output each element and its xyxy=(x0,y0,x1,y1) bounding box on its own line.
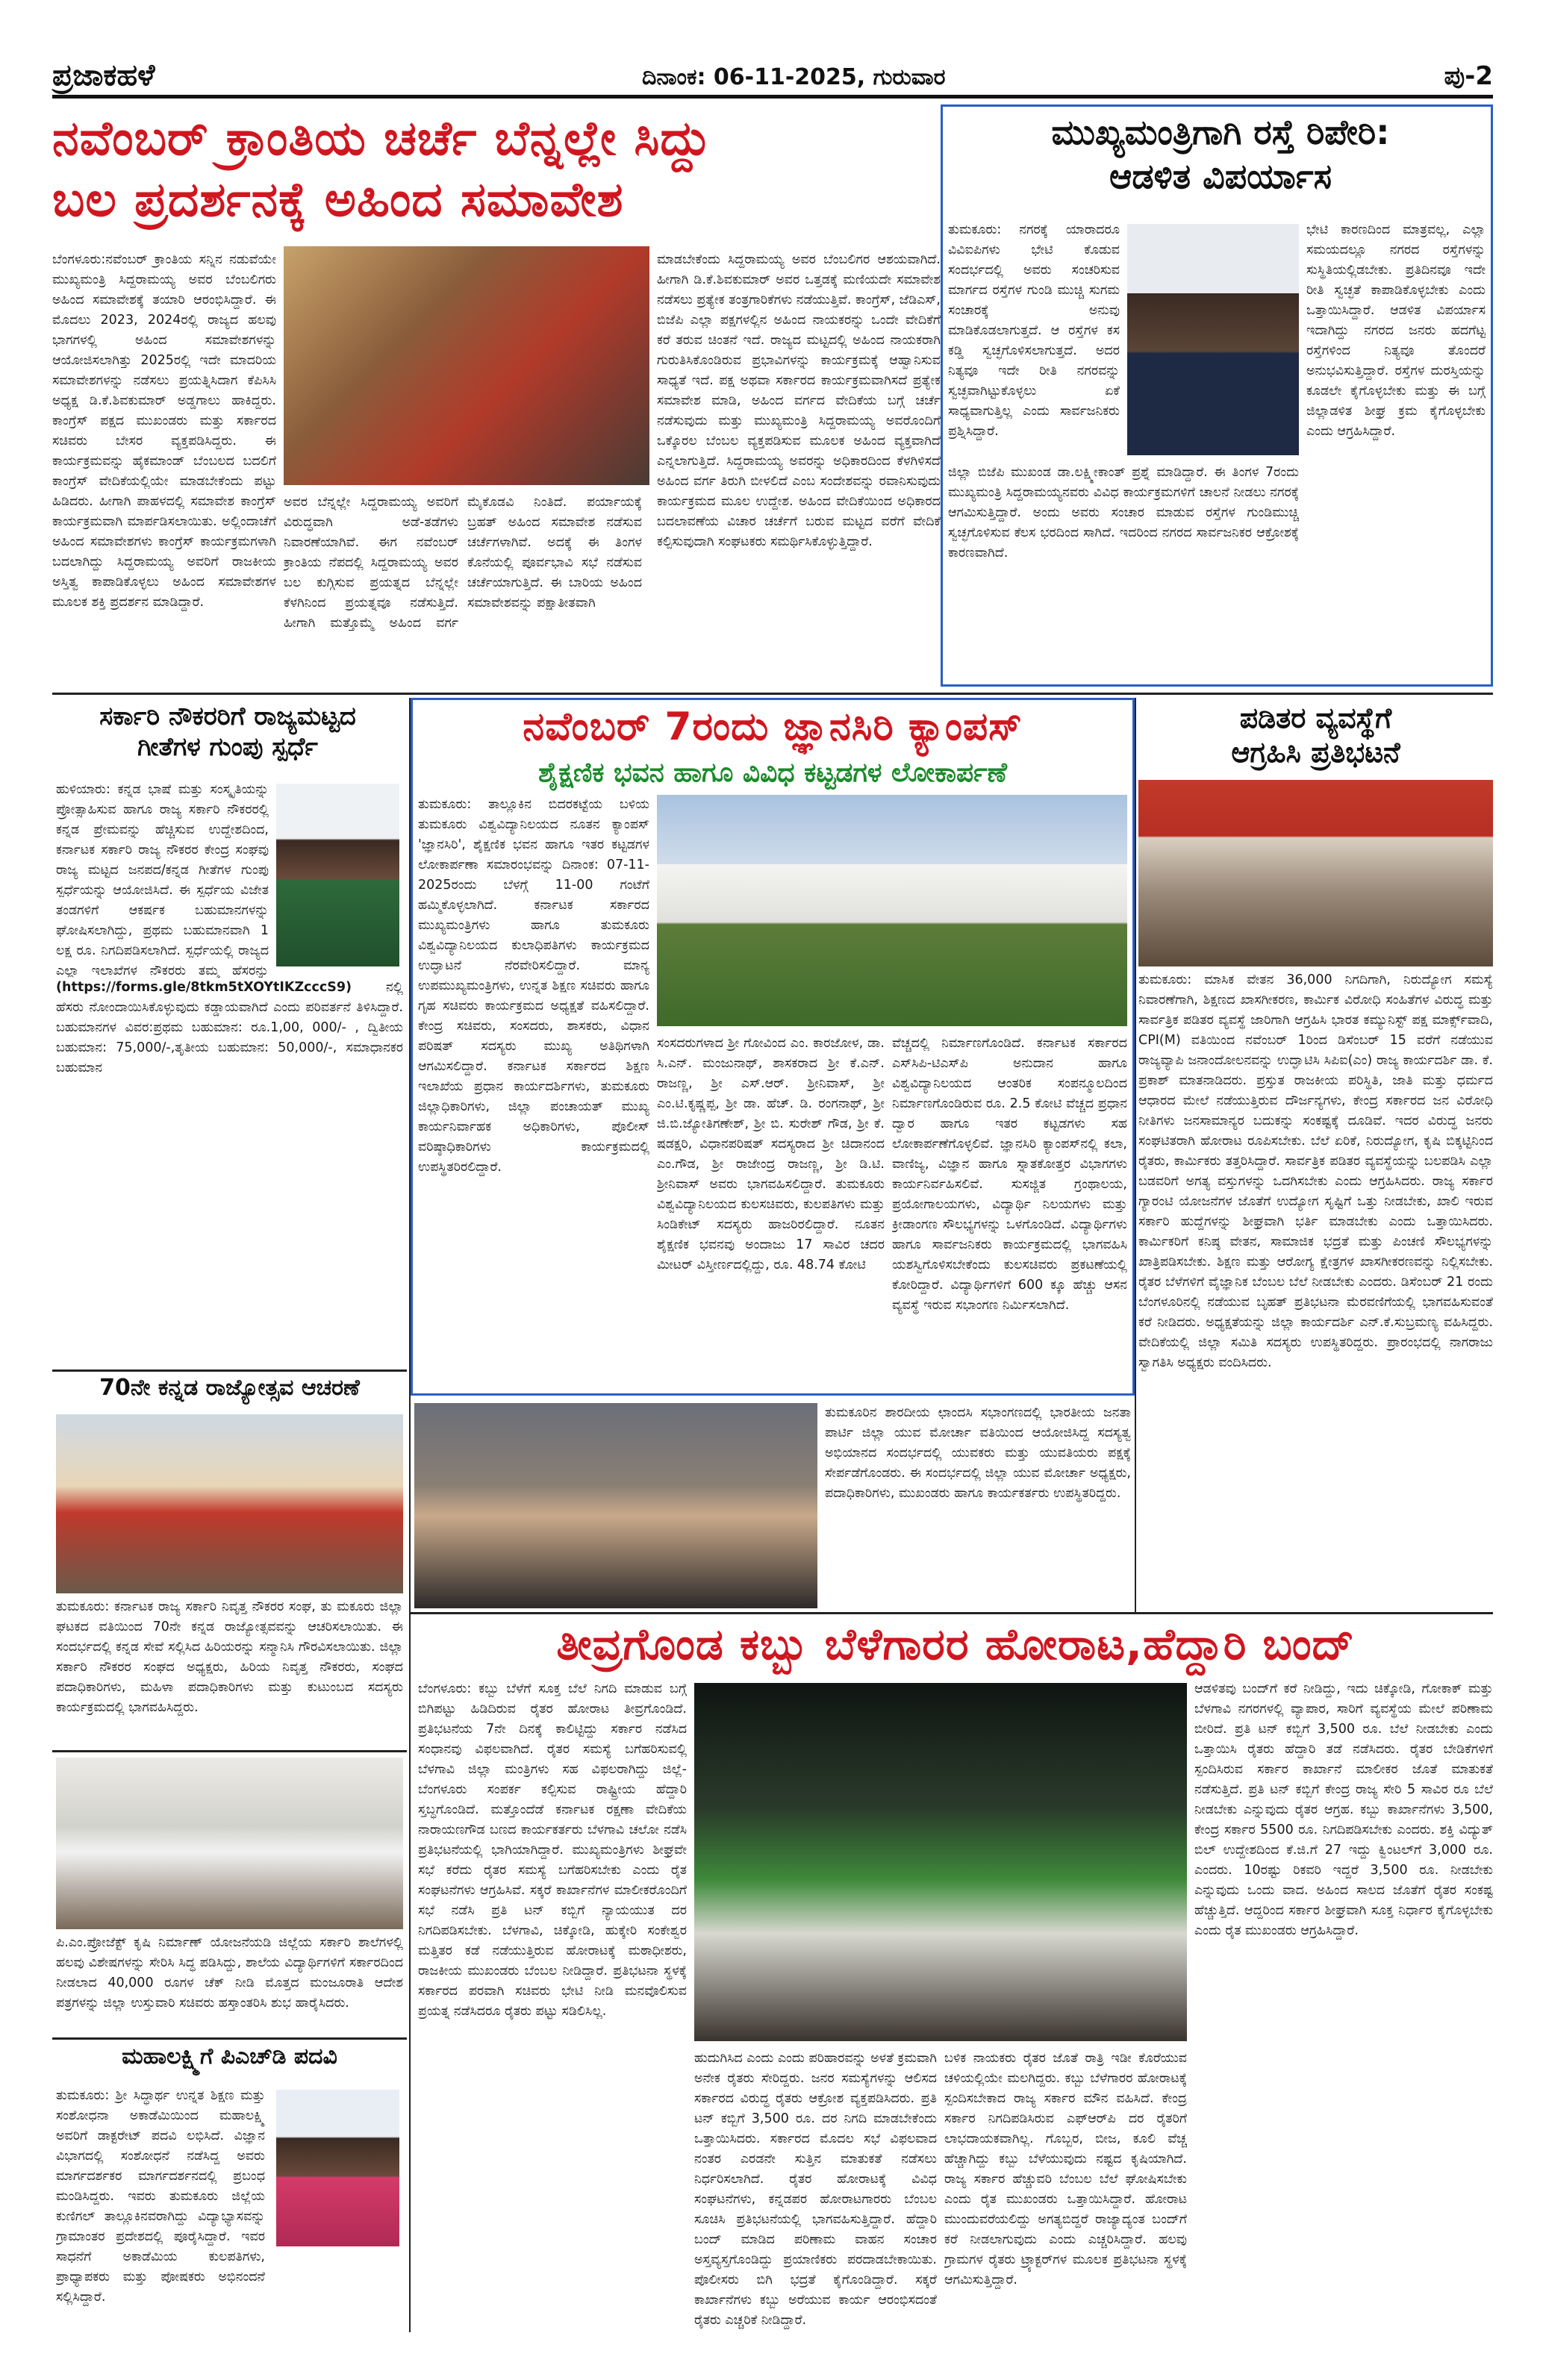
protest-headline-line1: ಪಡಿತರ ವ್ಯವಸ್ಥೆಗೆ xyxy=(1239,702,1392,734)
geetha-body-bottom xyxy=(56,978,403,1366)
geetha-body-text-2: ನಲ್ಲಿ ಹೆಸರು ನೋಂದಾಯಿಸಿಕೊಳ್ಳುವುದು ಕಡ್ಡಾಯವಾಗಿದೆ ಎಂದು ಪರಿವರ್ತನೆ ತಿಳಿಸಿದ್ದಾರೆ. ಬಹುಮಾನಗಳ ವಿವರ:ಪ್ರಥಮ ಬಹುಮಾನ: ರೂ.1,00, 000/- , ದ್ವಿತೀಯ ಬಹುಮಾನ: 75,000/-,ತೃತೀಯ ಬಹುಮಾನ: 50,000/-, ಸಮಾಧಾನಕರ ಬಹುಮಾನ xyxy=(56,980,403,1075)
campus-column-1: ತುಮಕೂರು: ತಾಲ್ಲೂಕಿನ ಬಿದರಕಟ್ಟೆಯ ಬಳಿಯ ತುಮಕೂರು ವಿಶ್ವವಿದ್ಯಾನಿಲಯದ ನೂತನ ಕ್ಯಾಂಪಸ್ 'ಜ್ಞಾನಸಿರಿ', ಶೈಕ್ಷಣಿಕ ಭವನ ಹಾಗೂ ಇತರ ಕಟ್ಟಡಗಳ ಲೋಕಾರ್ಪಣಾ ಸಮಾರಂಭವನ್ನು ದಿನಾಂಕ: 07-11-2025ರಂದು ಬೆಳಗ್ಗೆ 11-00 ಗಂಟೆಗೆ ಹಮ್ಮಿಕೊಳ್ಳಲಾಗಿದೆ. ಕರ್ನಾಟಕ ಸರ್ಕಾರದ ಮುಖ್ಯಮಂತ್ರಿಗಳು ಹಾಗೂ ತುಮಕೂರು ವಿಶ್ವವಿದ್ಯಾನಿಲಯದ ಕುಲಾಧಿಪತಿಗಳು ಕಾರ್ಯಕ್ರಮದ ಉದ್ಘಾಟನೆ ನೆರವೇರಿಸಲಿದ್ದಾರೆ. ಮಾನ್ಯ ಉಪಮುಖ್ಯಮಂತ್ರಿಗಳು, ಉನ್ನತ ಶಿಕ್ಷಣ ಸಚಿವರು ಹಾಗೂ ಗೃಹ ಸಚಿವರು ಕಾರ್ಯಕ್ರಮದ ಅಧ್ಯಕ್ಷತೆ ವಹಿಸಲಿದ್ದಾರೆ. ಕೇಂದ್ರ ಸಚಿವರು, ಸಂಸದರು, ಶಾಸಕರು, ವಿಧಾನ ಪರಿಷತ್ ಸದಸ್ಯರು ಮುಖ್ಯ ಅತಿಥಿಗಳಾಗಿ ಆಗಮಿಸಲಿದ್ದಾರೆ. ಕರ್ನಾಟಕ ಸರ್ಕಾರದ ಶಿಕ್ಷಣ ಇಲಾಖೆಯ ಪ್ರಧಾನ ಕಾರ್ಯದರ್ಶಿಗಳು, ತುಮಕೂರು ಜಿಲ್ಲಾಧಿಕಾರಿಗಳು, ಜಿಲ್ಲಾ ಪಂಚಾಯತ್ ಮುಖ್ಯ ಕಾರ್ಯನಿರ್ವಾಹಕ ಅಧಿಕಾರಿಗಳು, ಪೊಲೀಸ್ ವರಿಷ್ಠಾಧಿಕಾರಿಗಳು ಕಾರ್ಯಕ್ರಮದಲ್ಲಿ ಉಪಸ್ಥಿತರಿರಲಿದ್ದಾರೆ. xyxy=(418,797,649,1175)
geetha-body-top xyxy=(56,780,269,978)
protest-headline xyxy=(1138,702,1493,780)
road-portrait-photo xyxy=(1127,224,1299,455)
lead-headline xyxy=(52,112,937,261)
lead-headline-line2: ಬಲ ಪ್ರದರ್ಶನಕ್ಕೆ ಅಹಿಂದ ಸಮಾವೇಶ xyxy=(52,172,624,228)
lead-column-3: ಮಾಡಬೇಕೆಂದು ಸಿದ್ದರಾಮಯ್ಯ ಅವರ ಬೆಂಬಲಿಗರ ಆಶಯವಾಗಿದೆ. ಹೀಗಾಗಿ ಡಿ.ಕೆ.ಶಿವಕುಮಾರ್ ಅವರ ಒತ್ತಡಕ್ಕೆ ಮಣಿಯದೇ ಸಮಾವೇಶ ನಡೆಸಲು ಪ್ರತ್ಯೇಕ ತಂತ್ರಗಾರಿಕೆಗಳು ನಡೆಯುತ್ತಿವೆ. ಕಾಂಗ್ರೆಸ್, ಜೆಡಿಎಸ್, ಬಿಜೆಪಿ ಎಲ್ಲಾ ಪಕ್ಷಗಳಲ್ಲಿನ ಅಹಿಂದ ನಾಯಕರನ್ನು ಒಂದೇ ವೇದಿಕೆಗೆ ಕರೆ ತರುವ ಚಿಂತನೆ ಇದೆ. ರಾಜ್ಯದ ಮಟ್ಟದಲ್ಲಿ ಅಹಿಂದ ನಾಯಕರಾಗಿ ಗುರುತಿಸಿಕೊಂಡಿರುವ ಪ್ರಭಾವಿಗಳನ್ನು ಕಾರ್ಯಕ್ರಮಕ್ಕೆ ಆಹ್ವಾನಿಸುವ ಸಾಧ್ಯತೆ ಇದೆ. ಪಕ್ಷ ಅಥವಾ ಸರ್ಕಾರದ ಕಾರ್ಯಕ್ರಮವಾಗಿಸದೆ ಪ್ರತ್ಯೇಕ ಸಮಾವೇಶ ಮಾಡಿ, ಅಹಿಂದ ವರ್ಗದ ವೇದಿಕೆಯ ಬಗ್ಗೆ ಚರ್ಚೆ ನಡೆಸುವುದು ಮತ್ತು ಮುಖ್ಯಮಂತ್ರಿ ಸಿದ್ದರಾಮಯ್ಯ ಅವರೊಂದಿಗೆ ಒಕ್ಕೊರಲ ಬೆಂಬಲ ವ್ಯಕ್ತಪಡಿಸುವ ಮೂಲಕ ಅಹಿಂದ ವ್ಯಕ್ತವಾಗಿದೆ ಎನ್ನಲಾಗುತ್ತಿದೆ. ಸಿದ್ದರಾಮಯ್ಯ ಅವರನ್ನು ಅಧಿಕಾರದಿಂದ ಕೆಳಗಿಳಿಸದೆ ಅಹಿಂದ ವರ್ಗ ತಿರುಗಿ ಬೀಳಲಿದೆ ಎಂಬ ಸಂದೇಶವನ್ನು ರವಾನಿಸುವುದು ಕಾರ್ಯಕ್ರಮದ ಮೂಲ ಉದ್ದೇಶ. ಅಹಿಂದ ವೇದಿಕೆಯಿಂದ ಅಧಿಕಾರದ ಬದಲಾವಣೆಯ ವಿಚಾರ ಚರ್ಚೆಗೆ ಬರುವ ಮಟ್ಟದ ವರೆಗೆ ವೇದಿಕೆ ಕಲ್ಪಿಸುವುದಾಗಿ ಸಂಘಟಕರು ಸಮರ್ಥಿಸಿಕೊಳ್ಳುತ್ತಿದ್ದಾರೆ. xyxy=(657,252,941,549)
lead-headline-line1: ನವೆಂಬರ್ ಕ್ರಾಂತಿಯ ಚರ್ಚೆ ಬೆನ್ನಲ್ಲೇ ಸಿದ್ದು xyxy=(52,112,711,166)
event-photo xyxy=(414,1403,817,1608)
section-divider-1 xyxy=(52,693,1493,695)
geetha-portrait-photo xyxy=(276,784,399,966)
award-photo xyxy=(56,1758,403,1929)
left-divider-3 xyxy=(52,2037,407,2040)
road-headline-line2: ಆಡಳಿತ ವಿಪರ್ಯಾಸ xyxy=(1109,156,1332,197)
rajyotsava-headline: 70ನೇ ಕನ್ನಡ ರಾಜ್ಯೋತ್ಸವ ಆಚರಣೆ xyxy=(99,1375,360,1401)
geetha-link[interactable]: (https://forms.gle/8tkm5tXOYtIKZcccS9) xyxy=(56,980,352,995)
road-column-2: ಜಿಲ್ಲಾ ಬಿಜೆಪಿ ಮುಖಂಡ ಡಾ.ಲಕ್ಷ್ಮೀಕಾಂತ್ ಪ್ರಶ್ನೆ ಮಾಡಿದ್ದಾರೆ. ಈ ತಿಂಗಳ 7ರಂದು ಮುಖ್ಯಮಂತ್ರಿ ಸಿದ್ದರಾಮಯ್ಯನವರು ವಿವಿಧ ಕಾರ್ಯಕ್ರಮಗಳಿಗೆ ಚಾಲನೆ ನೀಡಲು ನಗರಕ್ಕೆ ಆಗಮಿಸುತ್ತಿದ್ದಾರೆ. ಅಂದು ಅವರು ಸಂಚಾರ ಮಾಡುವ ರಸ್ತೆಗಳ ಗುಂಡಿಮುಚ್ಚಿ ಸ್ವಚ್ಛಗೊಳಿಸುವ ಕೆಲಸ ಭರದಿಂದ ಸಾಗಿದೆ. ಇದರಿಂದ ನಗರದ ಸಾರ್ವಜನಿಕರ ಆಕ್ರೋಶಕ್ಕೆ ಕಾರಣವಾಗಿದೆ. xyxy=(948,465,1299,560)
section-divider-2 xyxy=(411,1612,1493,1614)
issue-date: ದಿನಾಂಕ: 06-11-2025, ಗುರುವಾರ xyxy=(642,64,946,90)
page-number: ಪು-2 xyxy=(1444,61,1493,91)
sugarcane-protest-photo xyxy=(694,1683,1187,2041)
geetha-headline xyxy=(52,702,403,776)
campus-headline: ನವೆಂಬರ್ 7ರಂದು ಜ್ಞಾನಸಿರಿ ಕ್ಯಾಂಪಸ್ xyxy=(523,705,1023,749)
protest-photo xyxy=(1138,780,1493,966)
rajyotsava-body: ತುಮಕೂರು: ಕರ್ನಾಟಕ ರಾಜ್ಯ ಸರ್ಕಾರಿ ನಿವೃತ್ತ ನೌಕರರ ಸಂಘ, ತು ಮಕೂರು ಜಿಲ್ಲಾ ಘಟಕದ ವತಿಯಿಂದ 70ನೇ ಕನ್ನಡ ರಾಜ್ಯೋತ್ಸವವನ್ನು ಆಚರಿಸಲಾಯಿತು. ಈ ಸಂದರ್ಭದಲ್ಲಿ ಕನ್ನಡ ಸೇವೆ ಸಲ್ಲಿಸಿದ ಹಿರಿಯರನ್ನು ಸನ್ಮಾನಿಸಿ ಗೌರವಿಸಲಾಯಿತು. ಜಿಲ್ಲಾ ಸರ್ಕಾರಿ ನೌಕರರ ಸಂಘದ ಅಧ್ಯಕ್ಷರು, ಹಿರಿಯ ನಿವೃತ್ತ ನೌಕರರು, ಸಂಘದ ಪದಾಧಿಕಾರಿಗಳು, ಮಹಿಳಾ ಪದಾಧಿಕಾರಿಗಳು ಮತ್ತು ಕುಟುಂಬದ ಸದಸ್ಯರು ಕಾರ್ಯಕ್ರಮದಲ್ಲಿ ಭಾಗವಹಿಸಿದ್ದರು. xyxy=(56,1599,403,1715)
campus-column-3: ವೆಚ್ಚದಲ್ಲಿ ನಿರ್ಮಾಣಗೊಂಡಿದೆ. ಕರ್ನಾಟಕ ಸರ್ಕಾರದ ಎಸ್‌ಸಿಪಿ-ಟಿಎಸ್‌ಪಿ ಅನುದಾನ ಹಾಗೂ ವಿಶ್ವವಿದ್ಯಾನಿಲಯದ ಆಂತರಿಕ ಸಂಪನ್ಮೂಲದಿಂದ ನಿರ್ಮಾಣಗೊಂಡಿರುವ ರೂ. 2.5 ಕೋಟಿ ವೆಚ್ಚದ ಪ್ರಧಾನ ದ್ವಾರ ಹಾಗೂ ಇತರ ಕಟ್ಟಡಗಳು ಸಹ ಲೋಕಾರ್ಪಣೆಗೊಳ್ಳಲಿವೆ. ಜ್ಞಾನಸಿರಿ ಕ್ಯಾಂಪಸ್‌ನಲ್ಲಿ ಕಲಾ, ವಾಣಿಜ್ಯ, ವಿಜ್ಞಾನ ಹಾಗೂ ಸ್ನಾತಕೋತ್ತರ ವಿಭಾಗಗಳು ಕಾರ್ಯನಿರ್ವಹಿಸಲಿವೆ. ಸುಸಜ್ಜಿತ ಗ್ರಂಥಾಲಯ, ಪ್ರಯೋಗಾಲಯಗಳು, ವಿದ್ಯಾರ್ಥಿ ನಿಲಯಗಳು ಮತ್ತು ಕ್ರೀಡಾಂಗಣ ಸೌಲಭ್ಯಗಳನ್ನು ಒಳಗೊಂಡಿದೆ. ವಿದ್ಯಾರ್ಥಿಗಳು ಹಾಗೂ ಸಾರ್ವಜನಿಕರು ಕಾರ್ಯಕ್ರಮದಲ್ಲಿ ಭಾಗವಹಿಸಿ ಯಶಸ್ವಿಗೊಳಿಸಬೇಕೆಂದು ಕುಲಸಚಿವರು ಪ್ರಕಟಣೆಯಲ್ಲಿ ಕೋರಿದ್ದಾರೆ. ವಿದ್ಯಾರ್ಥಿಗಳಿಗೆ 600 ಕ್ಕೂ ಹೆಚ್ಚು ಆಸನ ವ್ಯವಸ್ಥೆ ಇರುವ ಸಭಾಂಗಣ ನಿರ್ಮಿಸಲಾಗಿದೆ. xyxy=(892,1036,1127,1313)
award-body: ಪಿ.ಎಂ.ಪ್ರೋಜೆಕ್ಟ್ ಕೃಷಿ ನಿರ್ಮಾಣ್ ಯೋಜನೆಯಡಿ ಜಿಲ್ಲೆಯ ಸರ್ಕಾರಿ ಶಾಲೆಗಳಲ್ಲಿ ಹಲವು ವಿಶೇಷಗಳನ್ನು ಸೇರಿಸಿ ಸಿದ್ಧ ಪಡಿಸಿದ್ದು, ಶಾಲೆಯ ವಿದ್ಯಾರ್ಥಿಗಳಿಗೆ ಸರ್ಕಾರದಿಂದ ನೀಡಲಾದ 40,000 ರೂಗಳ ಚೆಕ್ ನೀಡಿ ಮೊತ್ತದ ಮಂಜೂರಾತಿ ಆದೇಶ ಪತ್ರಗಳನ್ನು ಜಿಲ್ಲಾ ಉಸ್ತುವಾರಿ ಸಚಿವರು ಹಸ್ತಾಂತರಿಸಿ ಶುಭ ಹಾರೈಸಿದರು. xyxy=(56,1935,403,2011)
road-column-1: ತುಮಕೂರು: ನಗರಕ್ಕೆ ಯಾರಾದರೂ ವಿವಿಐಪಿಗಳು ಭೇಟಿ ಕೊಡುವ ಸಂದರ್ಭದಲ್ಲಿ ಅವರು ಸಂಚರಿಸುವ ಮಾರ್ಗದ ರಸ್ತೆಗಳ ಗುಂಡಿ ಮುಚ್ಚಿ ಸುಗಮ ಸಂಚಾರಕ್ಕೆ ಅನುವು ಮಾಡಿಕೊಡಲಾಗುತ್ತದೆ. ಆ ರಸ್ತೆಗಳ ಕಸ ಕಡ್ಡಿ ಸ್ವಚ್ಛಗೊಳಿಸಲಾಗುತ್ತದೆ. ಅದರ ನಿತ್ಯವೂ ಇದೇ ರೀತಿ ನಗರವನ್ನು ಸ್ವಚ್ಛವಾಗಿಟ್ಟುಕೊಳ್ಳಲು ಏಕೆ ಸಾಧ್ಯವಾಗುತ್ತಿಲ್ಲ ಎಂದು ಸಾರ್ವಜನಿಕರು ಪ್ರಶ್ನಿಸಿದ್ದಾರೆ. xyxy=(948,222,1120,439)
protest-headline-line2: ಆಗ್ರಹಿಸಿ ಪ್ರತಿಭಟನೆ xyxy=(1231,735,1400,769)
campus-column-2: ಸಂಸದರುಗಳಾದ ಶ್ರೀ ಗೋವಿಂದ ಎಂ. ಕಾರಜೋಳ, ಡಾ. ಸಿ.ಎನ್. ಮಂಜುನಾಥ್, ಶಾಸಕರಾದ ಶ್ರೀ ಕೆ.ಎನ್. ರಾಜಣ್ಣ, ಶ್ರೀ ಎಸ್.ಆರ್. ಶ್ರೀನಿವಾಸ್, ಶ್ರೀ ಎಂ.ಟಿ.ಕೃಷ್ಣಪ್ಪ, ಶ್ರೀ ಡಾ. ಹೆಚ್. ಡಿ. ರಂಗನಾಥ್, ಶ್ರೀ ಜಿ.ಬಿ.ಜ್ಯೋತಿಗಣೇಶ್, ಶ್ರೀ ಬಿ. ಸುರೇಶ್ ಗೌಡ, ಶ್ರೀ ಕೆ. ಷಡಕ್ಷರಿ, ವಿಧಾನಪರಿಷತ್ ಸದಸ್ಯರಾದ ಶ್ರೀ ಚಿದಾನಂದ ಎಂ.ಗೌಡ, ಶ್ರೀ ರಾಜೇಂದ್ರ ರಾಜಣ್ಣ, ಶ್ರೀ ಡಿ.ಟಿ. ಶ್ರೀನಿವಾಸ್ ಅವರು ಭಾಗವಹಿಸಲಿದ್ದಾರೆ. ತುಮಕೂರು ವಿಶ್ವವಿದ್ಯಾನಿಲಯದ ಕುಲಸಚಿವರು, ಕುಲಪತಿಗಳು ಮತ್ತು ಸಿಂಡಿಕೇಟ್ ಸದಸ್ಯರು ಹಾಜರಿರಲಿದ್ದಾರೆ. ನೂತನ ಶೈಕ್ಷಣಿಕ ಭವನವು ಅಂದಾಜು 17 ಸಾವಿರ ಚದರ ಮೀಟರ್ ವಿಸ್ತೀರ್ಣದಲ್ಲಿದ್ದು, ರೂ. 48.74 ಕೋಟಿ xyxy=(657,1036,885,1272)
lead-column-2: ಅವರ ಬೆನ್ನಲ್ಲೇ ಸಿದ್ದರಾಮಯ್ಯ ಅವರಿಗೆ ವಿರುದ್ಧವಾಗಿ ಅಡೆ-ತಡೆಗಳು ನಿವಾರಣೆಯಾಗಿವೆ. ಈಗ ನವೆಂಬರ್ ಕ್ರಾಂತಿಯ ನೆಪದಲ್ಲಿ ಸಿದ್ದರಾಮಯ್ಯ ಅವರ ಬಲ ಕುಗ್ಗಿಸುವ ಪ್ರಯತ್ನದ ಬೆನ್ನಲ್ಲೇ ಕೆಳಗಿನಿಂದ ಪ್ರಯತ್ನವೂ ನಡೆಸುತ್ತಿದೆ. ಹೀಗಾಗಿ ಮತ್ತೊಮ್ಮೆ ಅಹಿಂದ ವರ್ಗ ಮೈಕೊಡವಿ ನಿಂತಿದೆ. ಪರ್ಯಾಯಕ್ಕೆ ಬ್ರಹತ್ ಅಹಿಂದ ಸಮಾವೇಶ ನಡೆಸುವ ಚರ್ಚೆಗಳಾಗಿವೆ. ಅದಕ್ಕೆ ಈ ತಿಂಗಳ ಕೊನೆಯಲ್ಲಿ ಪೂರ್ವಭಾವಿ ಸಭೆ ನಡೆಸುವ ಚರ್ಚೆಯಾಗುತ್ತಿದೆ. ಈ ಬಾರಿಯ ಅಹಿಂದ ಸಮಾವೇಶವನ್ನು ಪಕ್ಷಾತೀತವಾಗಿ xyxy=(284,495,642,631)
sugarcane-headline: ತೀವ್ರಗೊಂಡ ಕಬ್ಬು ಬೆಳೆಗಾರರ ಹೋರಾಟ,ಹೆದ್ದಾರಿ ಬಂದ್ xyxy=(556,1619,1355,1670)
lead-column-1: ಬೆಂಗಳೂರು:ನವೆಂಬರ್ ಕ್ರಾಂತಿಯ ಸನ್ನಿನ ನಡುವೆಯೇ ಮುಖ್ಯಮಂತ್ರಿ ಸಿದ್ದರಾಮಯ್ಯ ಅವರ ಬೆಂಬಲಿಗರು ಅಹಿಂದ ಸಮಾವೇಶಕ್ಕೆ ತಯಾರಿ ಆರಂಭಿಸಿದ್ದಾರೆ. ಈ ಮೊದಲು 2023, 2024ರಲ್ಲಿ ರಾಜ್ಯದ ಹಲವು ಭಾಗಗಳಲ್ಲಿ ಅಹಿಂದ ಸಮಾವೇಶಗಳನ್ನು ಆಯೋಜಿಸಲಾಗಿತ್ತು 2025ರಲ್ಲಿ ಇದೇ ಮಾದರಿಯ ಸಮಾವೇಶಗಳನ್ನು ನಡೆಸಲು ಪ್ರಯತ್ನಿಸಿದಾಗ ಕೆಪಿಸಿಸಿ ಅಧ್ಯಕ್ಷ ಡಿ.ಕೆ.ಶಿವಕುಮಾರ್ ಅಡ್ಡಗಾಲು ಹಾಕಿದ್ದರು. ಕಾಂಗ್ರೆಸ್ ಪಕ್ಷದ ಮುಖಂಡರು ಮತ್ತು ಸರ್ಕಾರದ ಸಚಿವರು ಬೇಸರ ವ್ಯಕ್ತಪಡಿಸಿದ್ದರು. ಈ ಕಾರ್ಯಕ್ರಮವನ್ನು ಹೈಕಮಾಂಡ್ ಬೆಂಬಲದ ಬದಲಿಗೆ ಕಾಂಗ್ರೆಸ್ ವೇದಿಕೆಯಲ್ಲಿಯೇ ಮಾಡಬೇಕೆಂದು ಪಟ್ಟು ಹಿಡಿದರು. ಹೀಗಾಗಿ ಪಾಹಳದಲ್ಲಿ ಸಮಾವೇಶ ಕಾಂಗ್ರೆಸ್ ಕಾರ್ಯಕ್ರಮವಾಗಿ ಮಾರ್ಪಡಿಸಲಾಯಿತು. ಅಲ್ಲಿಂದಾಚೆಗೆ ಅಹಿಂದ ಸಮಾವೇಶಗಳು ಕಾಂಗ್ರೆಸ್ ಕಾರ್ಯಕ್ರಮಗಳಾಗಿ ಬದಲಾಗಿದ್ದು ಸಿದ್ದರಾಮಯ್ಯ ಅವರಿಗೆ ರಾಜಕೀಯ ಅಸ್ತಿತ್ವ ಕಾಪಾಡಿಕೊಳ್ಳಲು ಅಹಿಂದ ಸಮಾವೇಶಗಳ ಮೂಲಕ ಶಕ್ತಿ ಪ್ರದರ್ಶನ ಮಾಡಿದ್ದಾರೆ. xyxy=(52,252,276,610)
road-headline xyxy=(952,112,1489,216)
lead-photo xyxy=(284,246,649,485)
mahalakshmi-body: ತುಮಕೂರು: ಶ್ರೀ ಸಿದ್ಧಾರ್ಥ ಉನ್ನತ ಶಿಕ್ಷಣ ಮತ್ತು ಸಂಶೋಧನಾ ಅಕಾಡೆಮಿಯಿಂದ ಮಹಾಲಕ್ಷ್ಮಿ ಅವರಿಗೆ ಡಾಕ್ಟರೇಟ್ ಪದವಿ ಲಭಿಸಿದೆ. ವಿಜ್ಞಾನ ವಿಭಾಗದಲ್ಲಿ ಸಂಶೋಧನೆ ನಡೆಸಿದ್ದ ಅವರು ಮಾರ್ಗದರ್ಶಕರ ಮಾರ್ಗದರ್ಶನದಲ್ಲಿ ಪ್ರಬಂಧ ಮಂಡಿಸಿದ್ದರು. ಇವರು ತುಮಕೂರು ಜಿಲ್ಲೆಯ ಕುಣಿಗಲ್ ತಾಲ್ಲೂಕಿನವರಾಗಿದ್ದು ವಿದ್ಯಾಭ್ಯಾಸವನ್ನು ಗ್ರಾಮಾಂತರ ಪ್ರದೇಶದಲ್ಲಿ ಪೂರೈಸಿದ್ದಾರೆ. ಇವರ ಸಾಧನೆಗೆ ಅಕಾಡೆಮಿಯ ಕುಲಪತಿಗಳು, ಪ್ರಾಧ್ಯಾಪಕರು ಮತ್ತು ಪೋಷಕರು ಅಭಿನಂದನೆ ಸಲ್ಲಿಸಿದ್ದಾರೆ. xyxy=(56,2088,265,2305)
right-column-rule xyxy=(1135,698,1136,1612)
sugarcane-column-4: ಆಡಳಿತವು ಬಂದ್‌ಗೆ ಕರೆ ನೀಡಿದ್ದು, ಇದು ಚಿಕ್ಕೋಡಿ, ಗೋಕಾಕ್ ಮತ್ತು ಬೆಳಗಾವಿ ನಗರಗಳಲ್ಲಿ ವ್ಯಾಪಾರ, ಸಾರಿಗೆ ವ್ಯವಸ್ಥೆಯ ಮೇಲೆ ಪರಿಣಾಮ ಬೀರಿದೆ. ಪ್ರತಿ ಟನ್ ಕಬ್ಬಿಗೆ 3,500 ರೂ. ಬೆಲೆ ನೀಡಬೇಕು ಎಂದು ಒತ್ತಾಯಿಸಿ ರೈತರು ಹೆದ್ದಾರಿ ತಡೆ ನಡೆಸಿದರು. ರೈತರ ಬೇಡಿಕೆಗಳಿಗೆ ಸ್ಪಂದಿಸಿರುವ ಸರ್ಕಾರ ಕಾರ್ಖಾನೆ ಮಾಲೀಕರ ಜೊತೆ ಮಾತುಕತೆ ನಡೆಸುತ್ತಿದೆ. ಪ್ರತಿ ಟನ್ ಕಬ್ಬಿಗೆ ಕೇಂದ್ರ ರಾಜ್ಯ ಸೇರಿ 5 ಸಾವಿರ ರೂ ಬೆಲೆ ನೀಡಬೇಕು ಎನ್ನುವುದು ರೈತರ ಆಗ್ರಹ. ಕಬ್ಬು ಕಾರ್ಖಾನೆಗಳು 3,500, ಕೇಂದ್ರ ಸರ್ಕಾರ 5500 ರೂ. ನಿಗದಿಪಡಿಸಬೇಕು ಎಂದರು. ಶಕ್ತಿ ವಿದ್ಯುತ್ ಬಿಲ್ ಉದ್ದೇಶದಿಂದ ಕೆ.ಜಿ.ಗೆ 27 ಇದ್ದು ಕ್ವಿಂಟಲ್‌ಗೆ 3,000 ರೂ. ಎಂದರು. 10ರಷ್ಟು ರಿಕವರಿ ಇದ್ದರೆ 3,500 ರೂ. ನೀಡಬೇಕು ಎನ್ನುವುದು ಒಂದು ವಾದ. ಅಹಿಂದ ಸಾಲದ ಜೊತೆಗೆ ರೈತರ ಸಂಕಷ್ಟ ಹೆಚ್ಚುತ್ತಿದೆ. ಆದ್ದರಿಂದ ಸರ್ಕಾರ ಶೀಘ್ರವಾಗಿ ಸೂಕ್ತ ನಿರ್ಧಾರ ಕೈಗೊಳ್ಳಬೇಕು ಎಂದು ರೈತ ಮುಖಂಡರು ಆಗ್ರಹಿಸಿದ್ದಾರೆ. xyxy=(1194,1681,1493,1938)
sugarcane-column-1: ಬೆಂಗಳೂರು: ಕಬ್ಬು ಬೆಳೆಗೆ ಸೂಕ್ತ ಬೆಲೆ ನಿಗದಿ ಮಾಡುವ ಬಗ್ಗೆ ಬಿಗಿಪಟ್ಟು ಹಿಡಿದಿರುವ ರೈತರ ಹೋರಾಟ ತೀವ್ರಗೊಂಡಿದೆ. ಪ್ರತಿಭಟನೆಯ 7ನೇ ದಿನಕ್ಕೆ ಕಾಲಿಟ್ಟಿದ್ದು ಸರ್ಕಾರ ನಡೆಸಿದ ಸಂಧಾನವು ವಿಫಲವಾಗಿದೆ. ರೈತರ ಸಮಸ್ಯೆ ಬಗೆಹರಿಸುವಲ್ಲಿ ಬೆಳಗಾವಿ ಜಿಲ್ಲಾ ಮಂತ್ರಿಗಳು ಸಹ ವಿಫಲರಾಗಿದ್ದು ಜಿಲ್ಲೆ-ಬೆಂಗಳೂರು ಸಂಪರ್ಕ ಕಲ್ಪಿಸುವ ರಾಷ್ಟ್ರೀಯ ಹೆದ್ದಾರಿ ಸ್ತಬ್ಧಗೊಂಡಿದೆ. ಮತ್ತೊಂದೆಡೆ ಕರ್ನಾಟಕ ರಕ್ಷಣಾ ವೇದಿಕೆಯ ನಾರಾಯಣಗೌಡ ಬಣದ ಕಾರ್ಯಕರ್ತರು ಬೆಳಗಾವಿ ಚಲೋ ನಡೆಸಿ ಪ್ರತಿಭಟನೆಯಲ್ಲಿ ಭಾಗಿಯಾಗಿದ್ದಾರೆ. ಮುಖ್ಯಮಂತ್ರಿಗಳು ಶೀಘ್ರವೇ ಸಭೆ ಕರೆದು ರೈತರ ಸಮಸ್ಯೆ ಬಗೆಹರಿಸಬೇಕು ಎಂದು ರೈತ ಸಂಘಟನೆಗಳು ಆಗ್ರಹಿಸಿವೆ. ಸಕ್ಕರೆ ಕಾರ್ಖಾನೆಗಳ ಮಾಲೀಕರೊಂದಿಗೆ ಸಭೆ ನಡೆಸಿ ಪ್ರತಿ ಟನ್ ಕಬ್ಬಿಗೆ ನ್ಯಾಯಯುತ ದರ ನಿಗದಿಪಡಿಸಬೇಕು. ಬೆಳಗಾವಿ, ಚಿಕ್ಕೋಡಿ, ಹುಕ್ಕೇರಿ ಸಂಕೇಶ್ವರ ಮತ್ತಿತರ ಕಡೆ ನಡೆಯುತ್ತಿರುವ ಹೋರಾಟಕ್ಕೆ ಮಠಾಧೀಶರು, ರಾಜಕೀಯ ಮುಖಂಡರು ಬೆಂಬಲ ನೀಡಿದ್ದಾರೆ. ಪ್ರತಿಭಟನಾ ಸ್ಥಳಕ್ಕೆ ಸರ್ಕಾರದ ಪರವಾಗಿ ಸಚಿವರು ಭೇಟಿ ನೀಡಿ ಮನವೊಲಿಸುವ ಪ್ರಯತ್ನ ನಡೆಸಿದರೂ ರೈತರು ಪಟ್ಟು ಸಡಿಲಿಸಿಲ್ಲ. xyxy=(418,1681,687,2019)
road-headline-line1: ಮುಖ್ಯಮಂತ್ರಿಗಾಗಿ ರಸ್ತೆ ರಿಪೇರಿ: xyxy=(1051,112,1390,152)
sugarcane-column-2: ಹುದುಗಿಸಿದ ಎಂದು ಎಂದು ಪರಿಹಾರವನ್ನು ಅಳತೆ ಕ್ರಮವಾಗಿ ಅನೇಕ ರೈತರು ಸೇರಿದ್ದರು. ಜನರ ಸಮಸ್ಯೆಗಳನ್ನು ಆಲಿಸದ ಸರ್ಕಾರದ ವಿರುದ್ಧ ರೈತರು ಆಕ್ರೋಶ ವ್ಯಕ್ತಪಡಿಸಿದರು. ಪ್ರತಿ ಟನ್ ಕಬ್ಬಿಗೆ 3,500 ರೂ. ದರ ನಿಗದಿ ಮಾಡಬೇಕೆಂದು ಒತ್ತಾಯಿಸಿದರು. ಸರ್ಕಾರದ ಮೊದಲ ಸಭೆ ವಿಫಲವಾದ ನಂತರ ಎರಡನೇ ಸುತ್ತಿನ ಮಾತುಕತೆ ನಡೆಸಲು ನಿರ್ಧರಿಸಲಾಗಿದೆ. ರೈತರ ಹೋರಾಟಕ್ಕೆ ವಿವಿಧ ಸಂಘಟನೆಗಳು, ಕನ್ನಡಪರ ಹೋರಾಟಗಾರರು ಬೆಂಬಲ ಸೂಚಿಸಿ ಪ್ರತಿಭಟನೆಯಲ್ಲಿ ಭಾಗವಹಿಸುತ್ತಿದ್ದಾರೆ. ಹೆದ್ದಾರಿ ಬಂದ್ ಮಾಡಿದ ಪರಿಣಾಮ ವಾಹನ ಸಂಚಾರ ಅಸ್ತವ್ಯಸ್ತಗೊಂಡಿದ್ದು ಪ್ರಯಾಣಿಕರು ಪರದಾಡಬೇಕಾಯಿತು. ಪೊಲೀಸರು ಬಿಗಿ ಭದ್ರತೆ ಕೈಗೊಂಡಿದ್ದಾರೆ. ಸಕ್ಕರೆ ಕಾರ್ಖಾನೆಗಳು ಕಬ್ಬು ಅರೆಯುವ ಕಾರ್ಯ ಆರಂಭಿಸದಂತೆ ರೈತರು ಎಚ್ಚರಿಕೆ ನೀಡಿದ್ದಾರೆ. xyxy=(694,2051,937,2328)
geetha-headline-line1: ಸರ್ಕಾರಿ ನೌಕರರಿಗೆ ರಾಜ್ಯಮಟ್ಟದ xyxy=(99,702,356,731)
protest-body: ತುಮಕೂರು: ಮಾಸಿಕ ವೇತನ 36,000 ನಿಗದಿಗಾಗಿ, ನಿರುದ್ಯೋಗ ಸಮಸ್ಯೆ ನಿವಾರಣೆಗಾಗಿ, ಶಿಕ್ಷಣದ ಖಾಸಗೀಕರಣ, ಕಾರ್ಮಿಕ ವಿರೋಧಿ ಸಂಹಿತೆಗಳ ವಿರುದ್ಧ ಮತ್ತು ಸಾರ್ವತ್ರಿಕ ಪಡಿತರ ವ್ಯವಸ್ಥೆ ಜಾರಿಗಾಗಿ ಆಗ್ರಹಿಸಿ ಭಾರತ ಕಮ್ಯುನಿಸ್ಟ್ ಪಕ್ಷ ಮಾರ್ಕ್ಸ್‌ವಾದಿ, CPI(M) ವತಿಯಿಂದ ನವೆಂಬರ್ 1ರಿಂದ ಡಿಸೆಂಬರ್ 15 ವರೆಗೆ ನಡೆಯುವ ರಾಜ್ಯವ್ಯಾಪಿ ಜನಾಂದೋಲನವನ್ನು ಉದ್ಘಾಟಿಸಿ ಸಿಪಿಐ(ಎಂ) ರಾಜ್ಯ ಕಾರ್ಯದರ್ಶಿ ಡಾ. ಕೆ. ಪ್ರಕಾಶ್ ಮಾತನಾಡಿದರು. ಪ್ರಸ್ತುತ ರಾಜಕೀಯ ಪರಿಸ್ಥಿತಿ, ಜಾತಿ ಮತ್ತು ಧರ್ಮದ ಆಧಾರದ ಮೇಲೆ ನಡೆಯುತ್ತಿರುವ ದೌರ್ಜನ್ಯಗಳು, ಕೇಂದ್ರ ಸರ್ಕಾರದ ಜನ ವಿರೋಧಿ ನೀತಿಗಳು ಜನಸಾಮಾನ್ಯರ ಬದುಕನ್ನು ಸಂಕಷ್ಟಕ್ಕೆ ದೂಡಿವೆ. ಇದರ ವಿರುದ್ಧ ಜನರು ಸಂಘಟಿತರಾಗಿ ಹೋರಾಟ ರೂಪಿಸಬೇಕು. ಬೆಲೆ ಏರಿಕೆ, ನಿರುದ್ಯೋಗ, ಕೃಷಿ ಬಿಕ್ಕಟ್ಟಿನಿಂದ ರೈತರು, ಕಾರ್ಮಿಕರು ತತ್ತರಿಸಿದ್ದಾರೆ. ಸಾರ್ವತ್ರಿಕ ಪಡಿತರ ವ್ಯವಸ್ಥೆಯನ್ನು ಬಲಪಡಿಸಿ ಎಲ್ಲಾ ಬಡವರಿಗೆ ಅಗತ್ಯ ವಸ್ತುಗಳನ್ನು ಒದಗಿಸಬೇಕು ಎಂದು ಆಗ್ರಹಿಸಿದರು. ರಾಜ್ಯ ಸರ್ಕಾರ ಗ್ಯಾರಂಟಿ ಯೋಜನೆಗಳ ಜೊತೆಗೆ ಉದ್ಯೋಗ ಸೃಷ್ಟಿಗೆ ಒತ್ತು ನೀಡಬೇಕು, ಖಾಲಿ ಇರುವ ಸರ್ಕಾರಿ ಹುದ್ದೆಗಳನ್ನು ಶೀಘ್ರವಾಗಿ ಭರ್ತಿ ಮಾಡಬೇಕು ಎಂದು ಒತ್ತಾಯಿಸಿದರು. ಕಾರ್ಮಿಕರಿಗೆ ಕನಿಷ್ಠ ವೇತನ, ಸಾಮಾಜಿಕ ಭದ್ರತೆ ಮತ್ತು ಪಿಂಚಣಿ ಸೌಲಭ್ಯಗಳನ್ನು ಖಾತ್ರಿಪಡಿಸಬೇಕು. ಶಿಕ್ಷಣ ಮತ್ತು ಆರೋಗ್ಯ ಕ್ಷೇತ್ರಗಳ ಖಾಸಗೀಕರಣವನ್ನು ನಿಲ್ಲಿಸಬೇಕು. ರೈತರ ಬೆಳೆಗಳಿಗೆ ವೈಜ್ಞಾನಿಕ ಬೆಂಬಲ ಬೆಲೆ ನೀಡಬೇಕು ಎಂದರು. ಡಿಸೆಂಬರ್ 21 ರಂದು ಬೆಂಗಳೂರಿನಲ್ಲಿ ನಡೆಯುವ ಬೃಹತ್ ಪ್ರತಿಭಟನಾ ಮೆರವಣಿಗೆಯಲ್ಲಿ ಭಾಗವಹಿಸುವಂತೆ ಕರೆ ನೀಡಿದರು. ಅಧ್ಯಕ್ಷತೆಯನ್ನು ಜಿಲ್ಲಾ ಕಾರ್ಯದರ್ಶಿ ಎನ್.ಕೆ.ಸುಬ್ರಮಣ್ಯ ವಹಿಸಿದ್ದರು. ವೇದಿಕೆಯಲ್ಲಿ ಜಿಲ್ಲಾ ಸಮಿತಿ ಸದಸ್ಯರು ಉಪಸ್ಥಿತರಿದ್ದರು. ಪ್ರಾರಂಭದಲ್ಲಿ ನಾಗರಾಜು ಸ್ವಾಗತಿಸಿ ಅಧ್ಯಕ್ಷರು ವಂದಿಸಿದರು. xyxy=(1138,972,1493,1370)
mahalakshmi-portrait-photo xyxy=(276,2090,399,2246)
mahalakshmi-headline: ಮಹಾಲಕ್ಷ್ಮಿಗೆ ಪಿಎಚ್‌ಡಿ ಪದವಿ xyxy=(122,2043,337,2070)
masthead xyxy=(52,54,1493,99)
rajyotsava-photo xyxy=(56,1414,403,1593)
campus-subheadline: ಶೈಕ್ಷಣಿಕ ಭವನ ಹಾಗೂ ವಿವಿಧ ಕಟ್ಟಡಗಳ ಲೋಕಾರ್ಪಣೆ xyxy=(538,758,1007,788)
sugarcane-column-3: ಬಳಿಕ ನಾಯಕರು ರೈತರ ಜೊತೆ ರಾತ್ರಿ ಇಡೀ ಕೊರೆಯುವ ಚಳಿಯಲ್ಲಿಯೇ ಮಲಗಿದ್ದರು. ಕಬ್ಬು ಬೆಳೆಗಾರರ ಹೋರಾಟಕ್ಕೆ ಸ್ಪಂದಿಸಬೇಕಾದ ರಾಜ್ಯ ಸರ್ಕಾರ ಮೌನ ವಹಿಸಿದೆ. ಕೇಂದ್ರ ಸರ್ಕಾರ ನಿಗದಿಪಡಿಸಿರುವ ಎಫ್‌ಆರ್‌ಪಿ ದರ ರೈತರಿಗೆ ಲಾಭದಾಯಕವಾಗಿಲ್ಲ. ಗೊಬ್ಬರ, ಬೀಜ, ಕೂಲಿ ವೆಚ್ಚ ಹೆಚ್ಚಾಗಿದ್ದು ಕಬ್ಬು ಬೆಳೆಯುವುದು ನಷ್ಟದ ಕೃಷಿಯಾಗಿದೆ. ರಾಜ್ಯ ಸರ್ಕಾರ ಹೆಚ್ಚುವರಿ ಬೆಂಬಲ ಬೆಲೆ ಘೋಷಿಸಬೇಕು ಎಂದು ರೈತ ಮುಖಂಡರು ಒತ್ತಾಯಿಸಿದ್ದಾರೆ. ಹೋರಾಟ ಮುಂದುವರೆಯಲಿದ್ದು ಅಗತ್ಯಬಿದ್ದರೆ ರಾಜ್ಯಾದ್ಯಂತ ಬಂದ್‌ಗೆ ಕರೆ ನೀಡಲಾಗುವುದು ಎಂದು ಎಚ್ಚರಿಸಿದ್ದಾರೆ. ಹಲವು ಗ್ರಾಮಗಳ ರೈತರು ಟ್ರ್ಯಾಕ್ಟರ್‌ಗಳ ಮೂಲಕ ಪ್ರತಿಭಟನಾ ಸ್ಥಳಕ್ಕೆ ಆಗಮಿಸುತ್ತಿದ್ದಾರೆ. xyxy=(944,2051,1187,2287)
geetha-body-text: ಹುಳಿಯಾರು: ಕನ್ನಡ ಭಾಷೆ ಮತ್ತು ಸಂಸ್ಕೃತಿಯನ್ನು ಪ್ರೋತ್ಸಾಹಿಸುವ ಹಾಗೂ ರಾಜ್ಯ ಸರ್ಕಾರಿ ನೌಕರರಲ್ಲಿ ಕನ್ನಡ ಪ್ರೇಮವನ್ನು ಹೆಚ್ಚಿಸುವ ಉದ್ದೇಶದಿಂದ, ಕರ್ನಾಟಕ ಸರ್ಕಾರಿ ರಾಜ್ಯ ನೌಕರರ ಕೇಂದ್ರ ಸಂಘವು ರಾಜ್ಯ ಮಟ್ಟದ ಜನಪದ/ಕನ್ನಡ ಗೀತೆಗಳ ಗುಂಪು ಸ್ಪರ್ಧೆಯನ್ನು ಆಯೋಜಿಸಿದೆ. ಈ ಸ್ಪರ್ಧೆಯ ವಿಜೇತ ತಂಡಗಳಿಗೆ ಆಕರ್ಷಕ ಬಹುಮಾನಗಳನ್ನು ಘೋಷಿಸಲಾಗಿದ್ದು, ಪ್ರಥಮ ಬಹುಮಾನವಾಗಿ 1 ಲಕ್ಷ ರೂ. ನಿಗದಿಪಡಿಸಲಾಗಿದೆ. ಸ್ಪರ್ಧೆಯಲ್ಲಿ ರಾಜ್ಯದ ಎಲ್ಲಾ ಇಲಾಖೆಗಳ ನೌಕರರು ತಮ್ಮ ಹೆಸರನ್ನು xyxy=(56,782,269,978)
left-divider-2 xyxy=(52,1750,407,1752)
road-column-3: ಭೇಟಿ ಕಾರಣದಿಂದ ಮಾತ್ರವಲ್ಲ, ಎಲ್ಲಾ ಸಮಯದಲ್ಲೂ ನಗರದ ರಸ್ತೆಗಳನ್ನು ಸುಸ್ಥಿತಿಯಲ್ಲಿಡಬೇಕು. ಪ್ರತಿದಿನವೂ ಇದೇ ರೀತಿ ಸ್ವಚ್ಛತೆ ಕಾಪಾಡಿಕೊಳ್ಳಬೇಕು ಎಂದು ಒತ್ತಾಯಿಸಿದ್ದಾರೆ. ಆಡಳಿತ ವಿಪರ್ಯಾಸ ಇದಾಗಿದ್ದು ನಗರದ ಜನರು ಹದಗೆಟ್ಟ ರಸ್ತೆಗಳಿಂದ ನಿತ್ಯವೂ ತೊಂದರೆ ಅನುಭವಿಸುತ್ತಿದ್ದಾರೆ. ರಸ್ತೆಗಳ ದುರಸ್ತಿಯನ್ನು ಕೂಡಲೇ ಕೈಗೊಳ್ಳಬೇಕು ಮತ್ತು ಈ ಬಗ್ಗೆ ಜಿಲ್ಲಾಡಳಿತ ಶೀಘ್ರ ಕ್ರಮ ಕೈಗೊಳ್ಳಬೇಕು ಎಂದು ಆಗ್ರಹಿಸಿದ್ದಾರೆ. xyxy=(1306,222,1486,439)
campus-building-photo xyxy=(657,795,1127,1026)
geetha-headline-line2: ಗೀತೆಗಳ ಗುಂಪು ಸ್ಪರ್ಧೆ xyxy=(137,731,318,762)
left-divider-1 xyxy=(52,1369,407,1372)
event-body: ತುಮಕೂರಿನ ಶಾರದೀಯ ಛಾಂದಸಿ ಸಭಾಂಗಣದಲ್ಲಿ ಭಾರತೀಯ ಜನತಾ ಪಾರ್ಟಿ ಜಿಲ್ಲಾ ಯುವ ಮೋರ್ಚಾ ವತಿಯಿಂದ ಆಯೋಜಿಸಿದ್ದ ಸದಸ್ಯತ್ವ ಅಭಿಯಾನದ ಸಂದರ್ಭದಲ್ಲಿ ಯುವಕರು ಮತ್ತು ಯುವತಿಯರು ಪಕ್ಷಕ್ಕೆ ಸೇರ್ಪಡೆಗೊಂಡರು. ಈ ಸಂದರ್ಭದಲ್ಲಿ ಜಿಲ್ಲಾ ಯುವ ಮೋರ್ಚಾ ಅಧ್ಯಕ್ಷರು, ಪದಾಧಿಕಾರಿಗಳು, ಮುಖಂಡರು ಹಾಗೂ ಕಾರ್ಯಕರ್ತರು ಉಪಸ್ಥಿತರಿದ್ದರು. xyxy=(825,1405,1131,1501)
newspaper-name: ಪ್ರಜಾಕಹಳೆ xyxy=(52,58,155,93)
